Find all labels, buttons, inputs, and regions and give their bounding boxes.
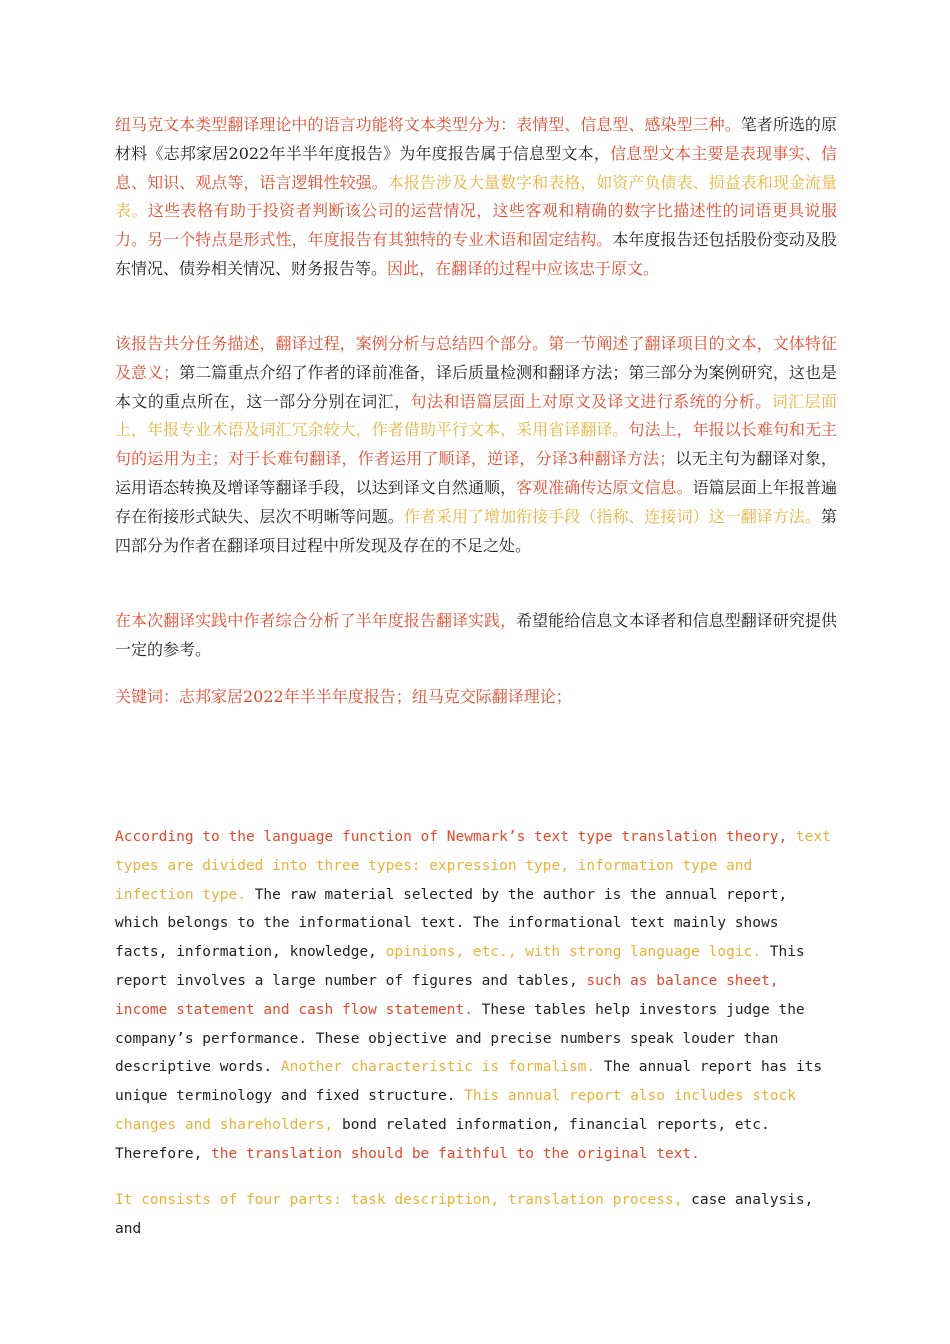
text-segment: 笔者所选的原材料《志邦家居2022年半半年度报告》为年度报告属于信息型文本， bbox=[115, 115, 837, 163]
english-abstract-paragraph-1 bbox=[115, 823, 837, 1169]
text-segment: 希望能给信息文本译者和信息型翻译研究提供一定的参考。 bbox=[115, 611, 837, 659]
text-segment: 本年度报告还包括股份变动及股东情况、债券相关情况、财务报告等。 bbox=[115, 230, 837, 278]
text-segment: such as balance sheet, income statement and cash flow statement. bbox=[115, 972, 779, 1018]
text-segment: 因此，在翻译的过程中应该忠于原文。 bbox=[387, 258, 660, 278]
text-segment: 本报告涉及大量数字和表格，如资产负债表、损益表和现金流量表。 bbox=[115, 172, 837, 221]
text-segment: bond related information, financial reports, etc. Therefore, bbox=[115, 1116, 770, 1162]
chinese-abstract-paragraph-3 bbox=[115, 607, 837, 665]
text-segment: The annual report has its unique terminology and fixed structure. bbox=[115, 1059, 823, 1105]
text-segment: 客观准确传达原文信息。 bbox=[516, 477, 693, 497]
text-segment: 句法和语篇层面上对原文及译文进行系统的分析。 bbox=[410, 391, 772, 411]
text-segment: 这些表格有助于投资者判断该公司的运营情况，这些客观和精确的数字比描述性的词语更具说服力。另一个特点是形式性，年度报告有其独特的专业术语和固定结构。 bbox=[115, 201, 837, 250]
text-segment: 句法上，年报以长难句和无主句的运用为主；对于长难句翻译，作者运用了顺译，逆译，分译3种翻译方法； bbox=[115, 420, 837, 469]
text-segment: 在本次翻译实践中作者综合分析了半年度报告翻译实践， bbox=[115, 611, 517, 630]
text-segment: 语篇层面上年报普遍存在衔接形式缺失、层次不明晰等问题。 bbox=[115, 477, 837, 526]
text-segment: text types are divided into three types: expression type, information type and infection type. bbox=[115, 829, 831, 903]
chinese-abstract-paragraph-1 bbox=[115, 111, 837, 284]
text-segment: 第四部分为作者在翻译项目过程中所发现及存在的不足之处。 bbox=[115, 506, 837, 555]
chinese-keywords bbox=[115, 683, 837, 712]
text-segment: Another characteristic is formalism. bbox=[280, 1059, 604, 1076]
text-segment: These tables help investors judge the company’s performance. These objective and precise numbers speak louder than descriptive words. bbox=[115, 1001, 805, 1076]
text-segment: 作者采用了增加衔接手段（指称、连接词）这一翻译方法。 bbox=[403, 506, 821, 526]
text-segment: 该报告共分任务描述，翻译过程，案例分析与总结四个部分。第一节阐述了翻译项目的文本，文体特征及意义； bbox=[115, 334, 837, 382]
text-segment: This annual report also includes stock changes and shareholders, bbox=[115, 1088, 796, 1133]
text-segment: 关键词：志邦家居2022年半半年度报告；纽马克交际翻译理论； bbox=[115, 687, 572, 706]
english-abstract-paragraph-2 bbox=[115, 1186, 837, 1244]
text-segment: 以无主句为翻译对象，运用语态转换及增译等翻译手段，以达到译文自然通顺， bbox=[115, 449, 837, 497]
text-segment: According to the language function of Newmark’s text type translation theory, bbox=[115, 829, 796, 845]
text-segment: This report involves a large number of figures and tables, bbox=[115, 944, 805, 989]
text-segment: 词汇层面上，年报专业术语及词汇冗余较大，作者借助平行文本，采用省译翻译。 bbox=[115, 391, 837, 440]
text-segment: It consists of four parts: task description, translation process, bbox=[115, 1192, 692, 1208]
text-segment: 第二篇重点介绍了作者的译前准备，译后质量检测和翻译方法；第三部分为案例研究，这也是本文的重点所在，这一部分分别在词汇， bbox=[115, 362, 837, 411]
text-segment: 纽马克文本类型翻译理论中的语言功能将文本类型分为：表情型、信息型、感染型三种。 bbox=[115, 115, 741, 134]
text-segment: opinions, etc., with strong language logic. bbox=[385, 944, 770, 961]
chinese-abstract-paragraph-2 bbox=[115, 330, 837, 560]
text-segment: the translation should be faithful to the original text. bbox=[211, 1145, 700, 1162]
text-segment: case analysis, and bbox=[115, 1192, 814, 1237]
text-segment: The raw material selected by the author is the annual report, which belongs to the informational text. The informational text mainly shows facts, information, knowledge, bbox=[115, 886, 788, 961]
text-segment: 信息型文本主要是表现事实、信息、知识、观点等，语言逻辑性较强。 bbox=[115, 143, 837, 192]
